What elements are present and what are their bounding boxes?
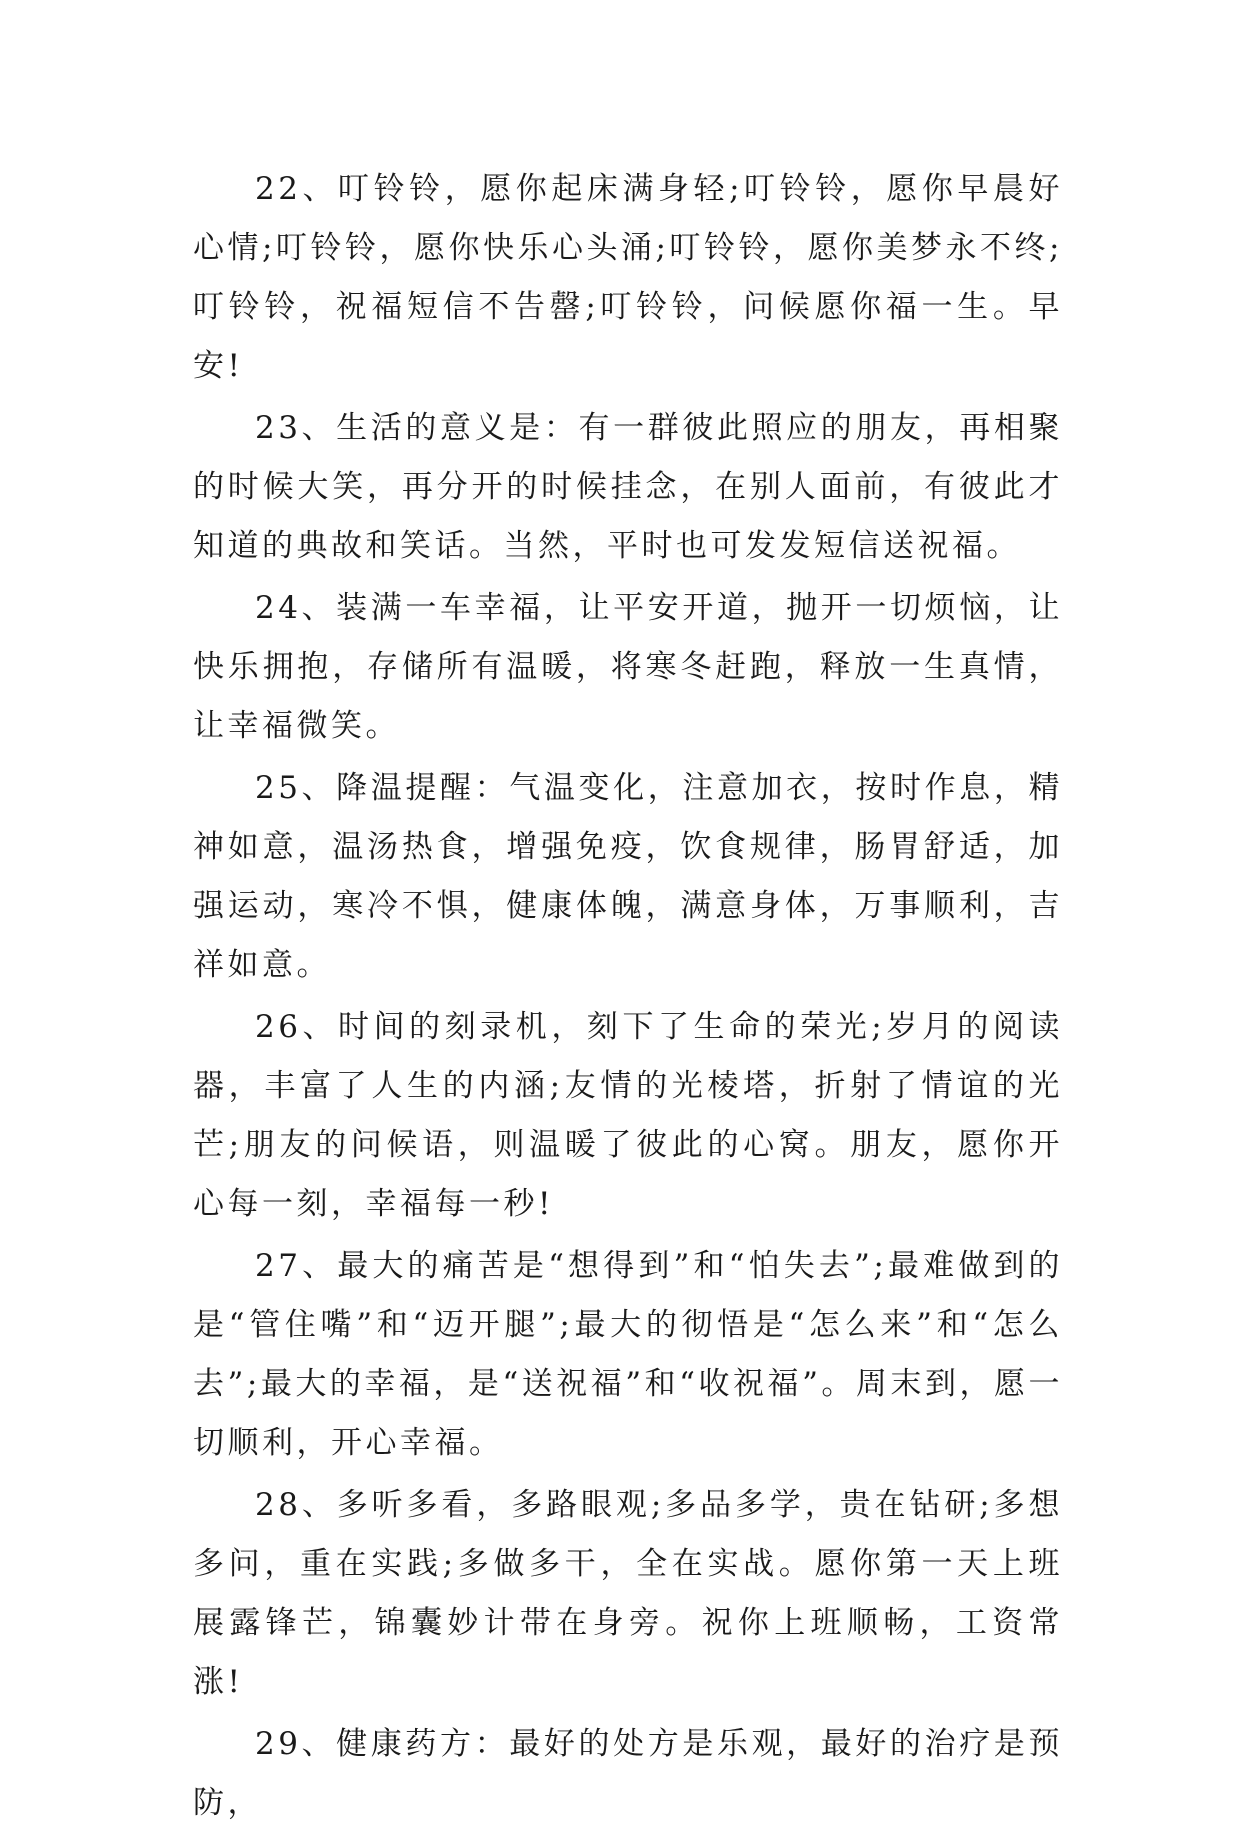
paragraph-26: 26、时间的刻录机，刻下了生命的荣光;岁月的阅读器，丰富了人生的内涵;友情的光棱塔，折射了情谊的光芒;朋友的问候语，则温暖了彼此的心窝。朋友，愿你开心每一刻，幸福每一秒! (193, 1009, 1063, 1222)
paragraph-24: 24、装满一车幸福，让平安开道，抛开一切烦恼，让快乐拥抱，存储所有温暖，将寒冬赶跑，释放一生真情，让幸福微笑。 (193, 590, 1063, 744)
paragraph-29: 29、健康药方：最好的处方是乐观，最好的治疗是预防， (193, 1726, 1063, 1821)
paragraph-25: 25、降温提醒：气温变化，注意加衣，按时作息，精神如意，温汤热食，增强免疫，饮食规律，肠胃舒适，加强运动，寒冷不惧，健康体魄，满意身体，万事顺利，吉祥如意。 (193, 770, 1063, 983)
paragraph-23: 23、生活的意义是：有一群彼此照应的朋友，再相聚的时候大笑，再分开的时候挂念，在别人面前，有彼此才知道的典故和笑话。当然，平时也可发发短信送祝福。 (193, 410, 1063, 564)
paragraph-27: 27、最大的痛苦是“想得到”和“怕失去”;最难做到的是“管住嘴”和“迈开腿”;最大的彻悟是“怎么来”和“怎么去”;最大的幸福，是“送祝福”和“收祝福”。周末到，愿一切顺利，开心幸福。 (193, 1248, 1063, 1461)
document-body (193, 160, 1063, 1836)
paragraph-28: 28、多听多看，多路眼观;多品多学，贵在钻研;多想多问，重在实践;多做多干，全在实战。愿你第一天上班展露锋芒，锦囊妙计带在身旁。祝你上班顺畅，工资常涨! (193, 1487, 1063, 1700)
paragraph-22: 22、叮铃铃，愿你起床满身轻;叮铃铃，愿你早晨好心情;叮铃铃，愿你快乐心头涌;叮铃铃，愿你美梦永不终;叮铃铃，祝福短信不告罄;叮铃铃，问候愿你福一生。早安! (193, 171, 1063, 384)
